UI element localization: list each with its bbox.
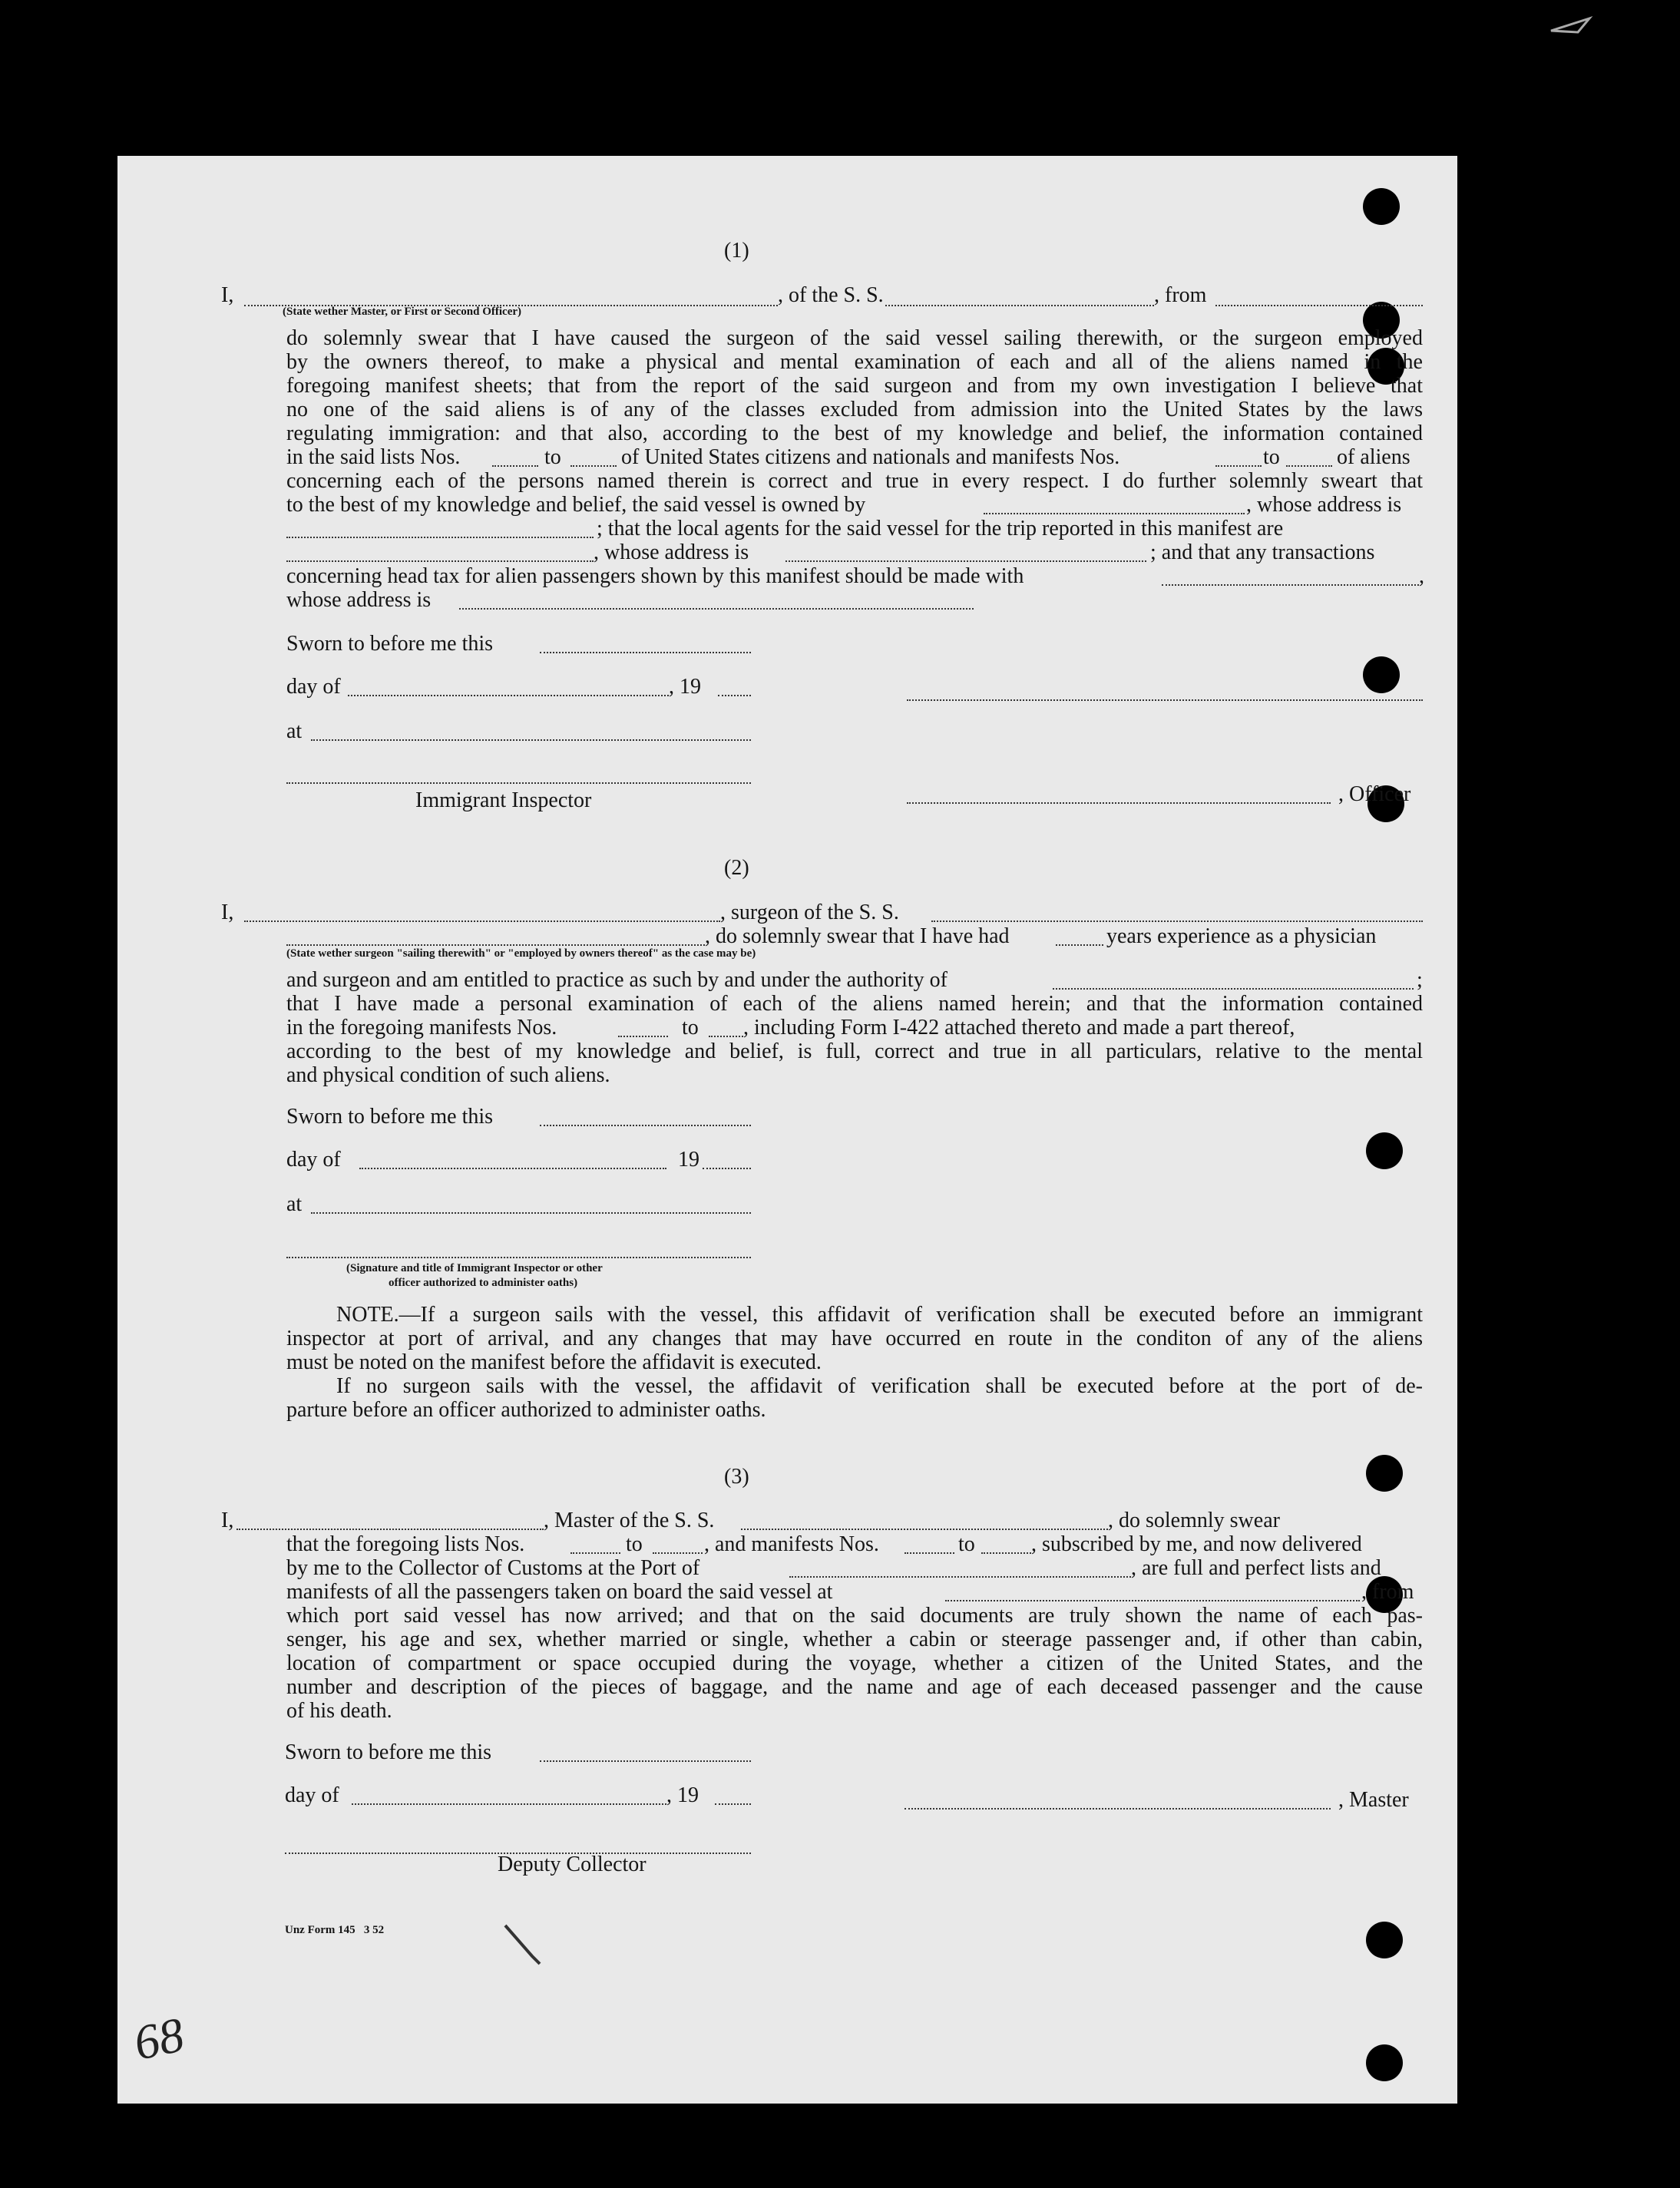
fill-line-day bbox=[352, 1788, 666, 1805]
text-local-agents: ; that the local agents for the said vessel for the trip reported in this manifest are bbox=[597, 517, 1284, 540]
fill-line bbox=[618, 1020, 668, 1037]
paragraph-line: number and description of the pieces of baggage, and the name and age of each deceased passenger and the cause bbox=[286, 1675, 1423, 1699]
fill-line-port bbox=[789, 1561, 1131, 1578]
text-authority: and surgeon and am entitled to practice as such by and under the authority of bbox=[286, 968, 947, 992]
label-i: I, bbox=[221, 901, 234, 924]
field-note: (State wether Master, or First or Second Officer) bbox=[283, 306, 522, 318]
fill-line bbox=[653, 1537, 703, 1554]
fill-line-year bbox=[703, 1152, 751, 1169]
label-deputy-collector: Deputy Collector bbox=[498, 1853, 647, 1876]
paragraph-line: regulating immigration: and that also, according to the best of my knowledge and belief, the information contained bbox=[286, 421, 1423, 445]
signature-caption: (Signature and title of Immigrant Inspector or other bbox=[346, 1262, 603, 1274]
note-line: NOTE.—If a surgeon sails with the vessel, this affidavit of verification shall be executed before an immigrant bbox=[336, 1303, 1423, 1327]
section-number: (2) bbox=[724, 856, 749, 880]
paragraph-line: and physical condition of such aliens. bbox=[286, 1063, 610, 1087]
fill-line-master bbox=[236, 1513, 544, 1530]
text-address: , whose address is bbox=[594, 540, 749, 564]
corner-mark bbox=[1543, 9, 1605, 40]
pencil-mark bbox=[501, 1922, 547, 1968]
label-of-ss: , of the S. S. bbox=[778, 283, 884, 307]
text-head-tax: concerning head tax for alien passengers shown by this manifest should be made with bbox=[286, 564, 1024, 588]
fill-line-at bbox=[311, 1197, 751, 1214]
label-i: I, bbox=[221, 1509, 234, 1532]
note-line: parture before an officer authorized to administer oaths. bbox=[286, 1398, 766, 1422]
punch-hole bbox=[1366, 1922, 1403, 1958]
text-lists-nos: in the said lists Nos. bbox=[286, 445, 461, 469]
fill-line-sworn bbox=[540, 636, 751, 653]
text-to: to bbox=[544, 445, 561, 469]
text-owned-by: to the best of my knowledge and belief, the said vessel is owned by bbox=[286, 493, 866, 517]
text-port: by me to the Collector of Customs at the Port of bbox=[286, 1556, 700, 1580]
signature-line-officer bbox=[907, 787, 1331, 804]
text-comma: , bbox=[1419, 564, 1424, 588]
fill-line-authority bbox=[1053, 973, 1414, 990]
label-day-of: day of bbox=[286, 1148, 341, 1172]
label-officer: , Officer bbox=[1338, 782, 1411, 806]
label-surgeon-ss: , surgeon of the S. S. bbox=[720, 901, 899, 924]
text-years-experience: years experience as a physician bbox=[1106, 924, 1377, 948]
fill-line-years bbox=[1056, 929, 1103, 946]
label-at: at bbox=[286, 1192, 303, 1216]
text-manifests-nos: in the foregoing manifests Nos. bbox=[286, 1016, 557, 1039]
fill-line bbox=[570, 450, 617, 467]
text-to: to bbox=[626, 1532, 643, 1556]
field-note: (State wether surgeon "sailing therewith" or "employed by owners thereof" as the case may be) bbox=[286, 947, 756, 960]
paragraph-line: by the owners thereof, to make a physical and mental examination of each and all of the aliens named in the bbox=[286, 350, 1423, 374]
text-to: to bbox=[682, 1016, 699, 1039]
label-year: 19 bbox=[678, 1148, 699, 1172]
form-number: Unz Form 145 3 52 bbox=[285, 1924, 385, 1936]
paragraph-line: that I have made a personal examination of each of the aliens named herein; and that the information contained bbox=[286, 992, 1423, 1016]
punch-hole bbox=[1366, 2044, 1403, 2081]
fill-line bbox=[981, 1537, 1031, 1554]
text-of-aliens: of aliens bbox=[1337, 445, 1410, 469]
fill-line bbox=[904, 1537, 954, 1554]
text-lists-nos: that the foregoing lists Nos. bbox=[286, 1532, 525, 1556]
punch-hole bbox=[1366, 1455, 1403, 1492]
label-at: at bbox=[286, 719, 303, 743]
fill-line-day bbox=[359, 1152, 666, 1169]
note-line: must be noted on the manifest before the affidavit is executed. bbox=[286, 1350, 822, 1374]
paragraph-line: no one of the said aliens is of any of the classes excluded from admission into the United States by the laws bbox=[286, 398, 1423, 421]
text-subscribed: , subscribed by me, and now delivered bbox=[1031, 1532, 1362, 1556]
text-manifests-nos: , and manifests Nos. bbox=[704, 1532, 879, 1556]
paragraph-line: which port said vessel has now arrived; and that on the said documents are truly shown the name of each pas- bbox=[286, 1604, 1423, 1628]
label-from: , from bbox=[1154, 283, 1207, 307]
text-transactions: ; and that any transactions bbox=[1150, 540, 1375, 564]
fill-line-head-tax-address bbox=[459, 593, 974, 610]
text-perfect-lists: , are full and perfect lists and bbox=[1131, 1556, 1381, 1580]
fill-line bbox=[1286, 450, 1332, 467]
text-solemnly-swear: , do solemnly swear that I have had bbox=[705, 924, 1010, 948]
fill-line-head-tax bbox=[1162, 569, 1419, 586]
punch-hole bbox=[1366, 1132, 1403, 1169]
fill-line-year bbox=[718, 679, 751, 696]
text-semicolon: ; bbox=[1417, 968, 1423, 992]
fill-line-address bbox=[286, 521, 594, 538]
fill-line-vessel bbox=[885, 289, 1154, 306]
punch-hole bbox=[1363, 188, 1400, 225]
fill-line-agents bbox=[286, 545, 594, 562]
fill-line-day bbox=[348, 679, 669, 696]
paragraph-line: concerning each of the persons named therein is correct and true in every respect. I do further solemnly sweart that bbox=[286, 469, 1423, 493]
fill-line-officer bbox=[244, 289, 778, 306]
fill-line bbox=[492, 450, 538, 467]
signature-caption: officer authorized to administer oaths) bbox=[389, 1277, 578, 1289]
fill-line bbox=[570, 1537, 620, 1554]
fill-line-at bbox=[311, 724, 751, 741]
text-form-i422: , including Form I-422 attached thereto and made a part thereof, bbox=[743, 1016, 1295, 1039]
label-sworn: Sworn to before me this bbox=[285, 1740, 492, 1764]
fill-line-status bbox=[286, 929, 705, 946]
signature-line-inspector bbox=[286, 1241, 751, 1258]
section-number: (3) bbox=[724, 1465, 749, 1489]
fill-line-vessel bbox=[741, 1513, 1108, 1530]
paragraph-line: foregoing manifest sheets; that from the report of the said surgeon and from my own investigation I believe that bbox=[286, 374, 1423, 398]
note-line: If no surgeon sails with the vessel, the affidavit of verification shall be executed before at the port of de- bbox=[336, 1374, 1423, 1398]
fill-line-agents-address bbox=[785, 545, 1146, 562]
fill-line bbox=[709, 1020, 743, 1037]
text-to: to bbox=[1263, 445, 1280, 469]
paragraph-line: do solemnly swear that I have caused the surgeon of the said vessel sailing therewith, or the surgeon employed bbox=[286, 326, 1423, 350]
label-master-ss: , Master of the S. S. bbox=[544, 1509, 715, 1532]
fill-line-sworn bbox=[540, 1745, 751, 1762]
signature-line-inspector bbox=[286, 767, 751, 784]
label-day-of: day of bbox=[286, 675, 341, 699]
fill-line-boarding-port bbox=[945, 1585, 1360, 1601]
label-day-of: day of bbox=[285, 1783, 339, 1807]
document-page bbox=[117, 156, 1457, 2104]
signature-line-master bbox=[904, 1793, 1331, 1810]
label-master: , Master bbox=[1338, 1788, 1409, 1812]
signature-line-collector bbox=[285, 1837, 751, 1854]
text-to: to bbox=[958, 1532, 975, 1556]
text-solemnly-swear: , do solemnly swear bbox=[1108, 1509, 1280, 1532]
signature-line-master bbox=[907, 684, 1423, 701]
fill-line bbox=[1215, 450, 1262, 467]
text-taken-on-board: manifests of all the passengers taken on board the said vessel at bbox=[286, 1580, 833, 1604]
text-citizens: of United States citizens and nationals and manifests Nos. bbox=[621, 445, 1120, 469]
label-sworn: Sworn to before me this bbox=[286, 632, 494, 656]
label-sworn: Sworn to before me this bbox=[286, 1105, 494, 1129]
paragraph-line: according to the best of my knowledge and belief, is full, correct and true in all particulars, relative to the mental bbox=[286, 1039, 1423, 1063]
text-address: whose address is bbox=[286, 588, 432, 612]
fill-line-sworn bbox=[540, 1109, 751, 1126]
fill-line-surgeon bbox=[244, 905, 720, 922]
text-from: , from bbox=[1361, 1580, 1414, 1604]
fill-line-from bbox=[1215, 289, 1423, 306]
paragraph-line: of his death. bbox=[286, 1699, 392, 1723]
fill-line-vessel bbox=[931, 905, 1423, 922]
label-year: , 19 bbox=[669, 675, 701, 699]
fill-line-year bbox=[715, 1788, 751, 1805]
handwritten-page-number: 68 bbox=[129, 2007, 189, 2071]
paragraph-line: senger, his age and sex, whether married or single, whether a cabin or steerage passenger and, if other than cabin, bbox=[286, 1628, 1423, 1651]
section-number: (1) bbox=[724, 239, 749, 263]
paragraph-line: location of compartment or space occupied during the voyage, whether a citizen of the United States, and the bbox=[286, 1651, 1423, 1675]
text-address: , whose address is bbox=[1246, 493, 1402, 517]
label-immigrant-inspector: Immigrant Inspector bbox=[415, 788, 592, 812]
label-i: I, bbox=[221, 283, 234, 307]
fill-line-owner bbox=[984, 497, 1245, 514]
note-line: inspector at port of arrival, and any changes that may have occurred en route in the conditon of any of the aliens bbox=[286, 1327, 1423, 1350]
label-year: , 19 bbox=[666, 1783, 699, 1807]
